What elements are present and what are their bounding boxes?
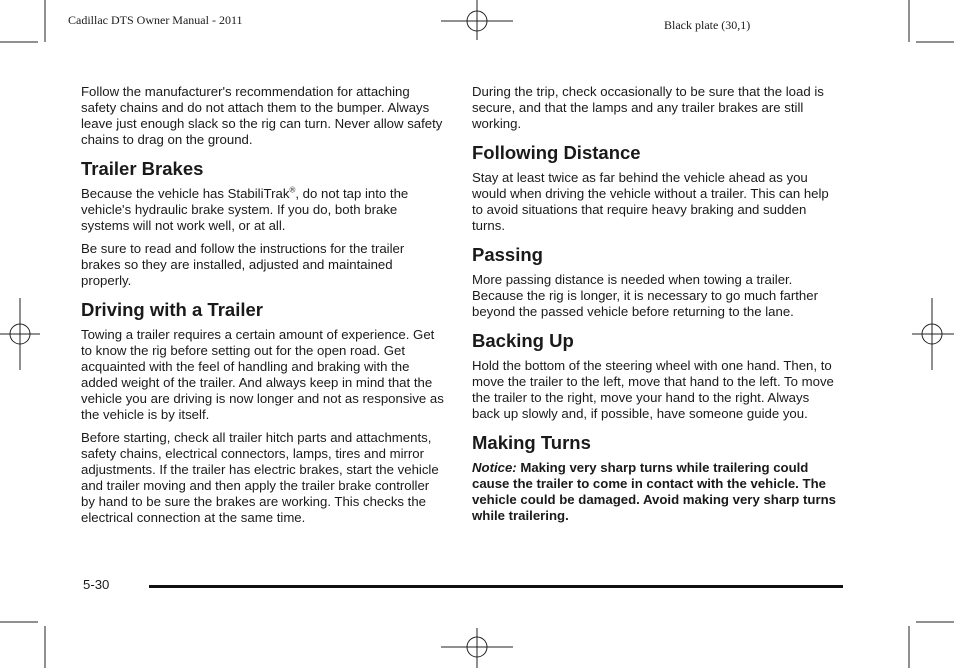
- following-paragraph: Stay at least twice as far behind the vehicle ahead as you would when driving the vehicle without a trailer. This can help to avoid situations that require heavy braking and sudden turns.: [472, 170, 829, 233]
- driving-paragraph-2: Before starting, check all trailer hitch parts and attachments, safety chains, electrical connectors, lamps, tires and mirror adjustments. If the trailer has electric brakes, start the vehicle and trailer moving and then apply the trailer brake controller by hand to be sure the brakes are working. This checks the electrical connection at the same time.: [81, 430, 439, 525]
- notice-paragraph: [472, 460, 836, 524]
- driving-paragraph-1: Towing a trailer requires a certain amount of experience. Get to know the rig before setting out for the open road. Get acquainted with the feel of handling and braking with the added weight of the trailer. And always keep in mind that the vehicle you are driving is now longer and not as responsive as the vehicle is by itself.: [81, 327, 444, 422]
- heading-making-turns: Making Turns: [472, 432, 591, 453]
- trip-paragraph: During the trip, check occasionally to be sure that the load is secure, and that the lamps and any trailer brakes are still working.: [472, 84, 824, 131]
- intro-paragraph: Follow the manufacturer's recommendation for attaching safety chains and do not attach them to the bumper. Always leave just enough slack so the rig can turn. Never allow safety chains to drag on the ground.: [81, 84, 443, 147]
- registered-mark: ®: [289, 185, 296, 195]
- trailer-brakes-paragraph-2: Be sure to read and follow the instructions for the trailer brakes so they are installed, adjusted and maintained properly.: [81, 241, 405, 288]
- heading-trailer-brakes: Trailer Brakes: [81, 158, 204, 179]
- right-column: [472, 84, 836, 531]
- heading-backing-up: Backing Up: [472, 330, 574, 351]
- manual-title: Cadillac DTS Owner Manual - 2011: [68, 13, 243, 27]
- heading-passing: Passing: [472, 244, 543, 265]
- text-segment: , do not tap into the vehicle's hydraulic brake system. If you do, both brake systems will not work well, or at all.: [81, 186, 409, 233]
- text-segment: Because the vehicle has StabiliTrak: [81, 186, 290, 201]
- notice-label: Notice:: [472, 460, 517, 475]
- backing-paragraph: Hold the bottom of the steering wheel with one hand. Then, to move the trailer to the left, move that hand to the left. To move the trailer to the right, move your hand to the right. Always back up slowly and, if possible, have someone guide you.: [472, 358, 834, 421]
- left-column: [81, 84, 445, 533]
- page-number: 5-30: [83, 577, 110, 592]
- plate-label: Black plate (30,1): [664, 18, 751, 32]
- trailer-brakes-paragraph-1: [81, 186, 445, 234]
- notice-text: Making very sharp turns while trailering could cause the trailer to come in contact with the vehicle. The vehicle could be damaged. Avoid making very sharp turns while trailering.: [472, 460, 836, 523]
- footer-rule: [149, 585, 843, 588]
- heading-driving-with-trailer: Driving with a Trailer: [81, 299, 263, 320]
- passing-paragraph: More passing distance is needed when towing a trailer. Because the rig is longer, it is necessary to go much farther beyond the passed vehicle before returning to the lane.: [472, 272, 818, 319]
- heading-following-distance: Following Distance: [472, 142, 641, 163]
